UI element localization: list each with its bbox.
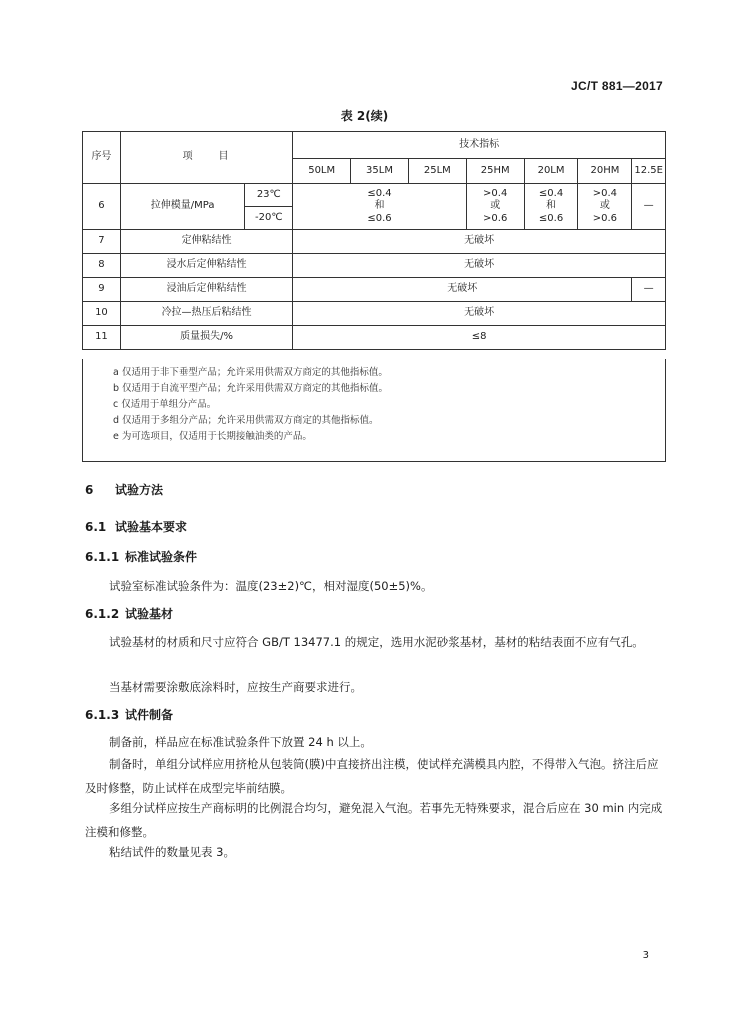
row-item: 质量损失/% [120, 326, 292, 350]
paragraph: 粘结试件的数量见表 3。 [109, 845, 235, 859]
value-line: ≤0.6 [367, 212, 392, 224]
row-item: 定伸粘结性 [120, 230, 292, 254]
header-item: 项目 [120, 132, 292, 184]
modulus-e-value: — [632, 184, 666, 230]
value-line: 和 [546, 200, 557, 212]
row-seq: 11 [83, 326, 121, 350]
paragraph: 制备时，单组分试样应用挤枪从包装筒(膜)中直接挤出注模，使试样充满模具内腔，不得带入气泡。挤注后应及时修整，防止试样在成型完毕前结膜。 [85, 757, 659, 795]
section-number: 6.1.2 [85, 607, 120, 621]
value-line: 或 [599, 200, 610, 212]
paragraph: 多组分试样应按生产商标明的比例混合均匀，避免混入气泡。若事先无特殊要求，混合后应在 30 min 内完成注模和修整。 [85, 801, 663, 839]
grade-cell: 20HM [578, 159, 632, 184]
grade-cell: 12.5E [632, 159, 666, 184]
row-item: 浸油后定伸粘结性 [120, 278, 292, 302]
row-item: 拉伸模量/MPa [120, 184, 244, 230]
paragraph: 制备前，样品应在标准试验条件下放置 24 h 以上。 [109, 735, 372, 749]
subsection-heading [85, 706, 173, 723]
section-heading [85, 481, 163, 498]
row-value: ≤8 [293, 326, 666, 350]
grade-cell: 25LM [408, 159, 466, 184]
footnote: b 仅适用于自流平型产品；允许采用供需双方商定的其他指标值。 [113, 383, 389, 394]
section-title: 试验方法 [115, 483, 164, 497]
footnote: c 仅适用于单组分产品。 [113, 399, 217, 410]
section-number: 6 [85, 483, 94, 497]
grade-cell: 20LM [524, 159, 578, 184]
spec-table [82, 131, 666, 350]
row-item: 冷拉—热压后粘结性 [120, 302, 292, 326]
row-value: 无破坏 [293, 278, 632, 302]
grade-cell: 25HM [466, 159, 524, 184]
row-value: 无破坏 [293, 302, 666, 326]
value-line: >0.6 [483, 212, 508, 224]
row-seq: 6 [83, 184, 121, 230]
subsection-heading [85, 605, 173, 622]
section-number: 6.1.3 [85, 708, 120, 722]
section-number: 6.1 [85, 520, 107, 534]
row-seq: 7 [83, 230, 121, 254]
footnote: a 仅适用于非下垂型产品；允许采用供需双方商定的其他指标值。 [113, 367, 388, 378]
section-title: 标准试验条件 [125, 550, 198, 564]
temp-label: 23℃ [245, 184, 293, 207]
section-title: 试件制备 [125, 708, 174, 722]
row-seq: 10 [83, 302, 121, 326]
value-line: ≤0.4 [367, 187, 392, 199]
value-line: ≤0.4 [538, 187, 564, 199]
modulus-lm-value [293, 184, 467, 230]
modulus-20lm-value [524, 184, 578, 230]
page-number: 3 [642, 950, 649, 961]
table-caption: 表 2(续) [340, 109, 389, 123]
row-value: 无破坏 [293, 230, 666, 254]
table-footnotes [82, 359, 666, 462]
value-line: 或 [490, 200, 501, 212]
section-title: 试验基本要求 [115, 520, 188, 534]
footnote: e 为可选项目，仅适用于长期接触油类的产品。 [113, 431, 312, 442]
modulus-20hm-value [578, 184, 632, 230]
grade-cell: 35LM [351, 159, 409, 184]
value-line: ≤0.6 [538, 212, 564, 224]
row-seq: 8 [83, 254, 121, 278]
modulus-hm-value [466, 184, 524, 230]
subsection-heading [85, 518, 187, 535]
temp-label: -20℃ [245, 207, 293, 230]
header-seq: 序号 [83, 132, 121, 184]
subsection-heading [85, 548, 197, 565]
row-value: 无破坏 [293, 254, 666, 278]
paragraph: 试验基材的材质和尺寸应符合 GB/T 13477.1 的规定，选用水泥砂浆基材，基材的粘结表面不应有气孔。 [109, 635, 644, 649]
value-line: >0.4 [592, 187, 618, 199]
grade-cell: 50LM [293, 159, 351, 184]
value-line: 和 [374, 200, 385, 212]
section-title: 试验基材 [125, 607, 174, 621]
row-seq: 9 [83, 278, 121, 302]
value-line: >0.4 [483, 187, 508, 199]
standard-number: JC/T 881—2017 [571, 79, 663, 93]
section-number: 6.1.1 [85, 550, 120, 564]
footnote: d 仅适用于多组分产品；允许采用供需双方商定的其他指标值。 [113, 415, 379, 426]
paragraph: 试验室标准试验条件为：温度(23±2)℃，相对湿度(50±5)%。 [109, 579, 433, 593]
header-indicator: 技术指标 [293, 132, 666, 159]
paragraph: 当基材需要涂敷底涂料时，应按生产商要求进行。 [109, 680, 362, 694]
value-line: >0.6 [592, 212, 618, 224]
row-item: 浸水后定伸粘结性 [120, 254, 292, 278]
row-e-value: — [632, 278, 666, 302]
